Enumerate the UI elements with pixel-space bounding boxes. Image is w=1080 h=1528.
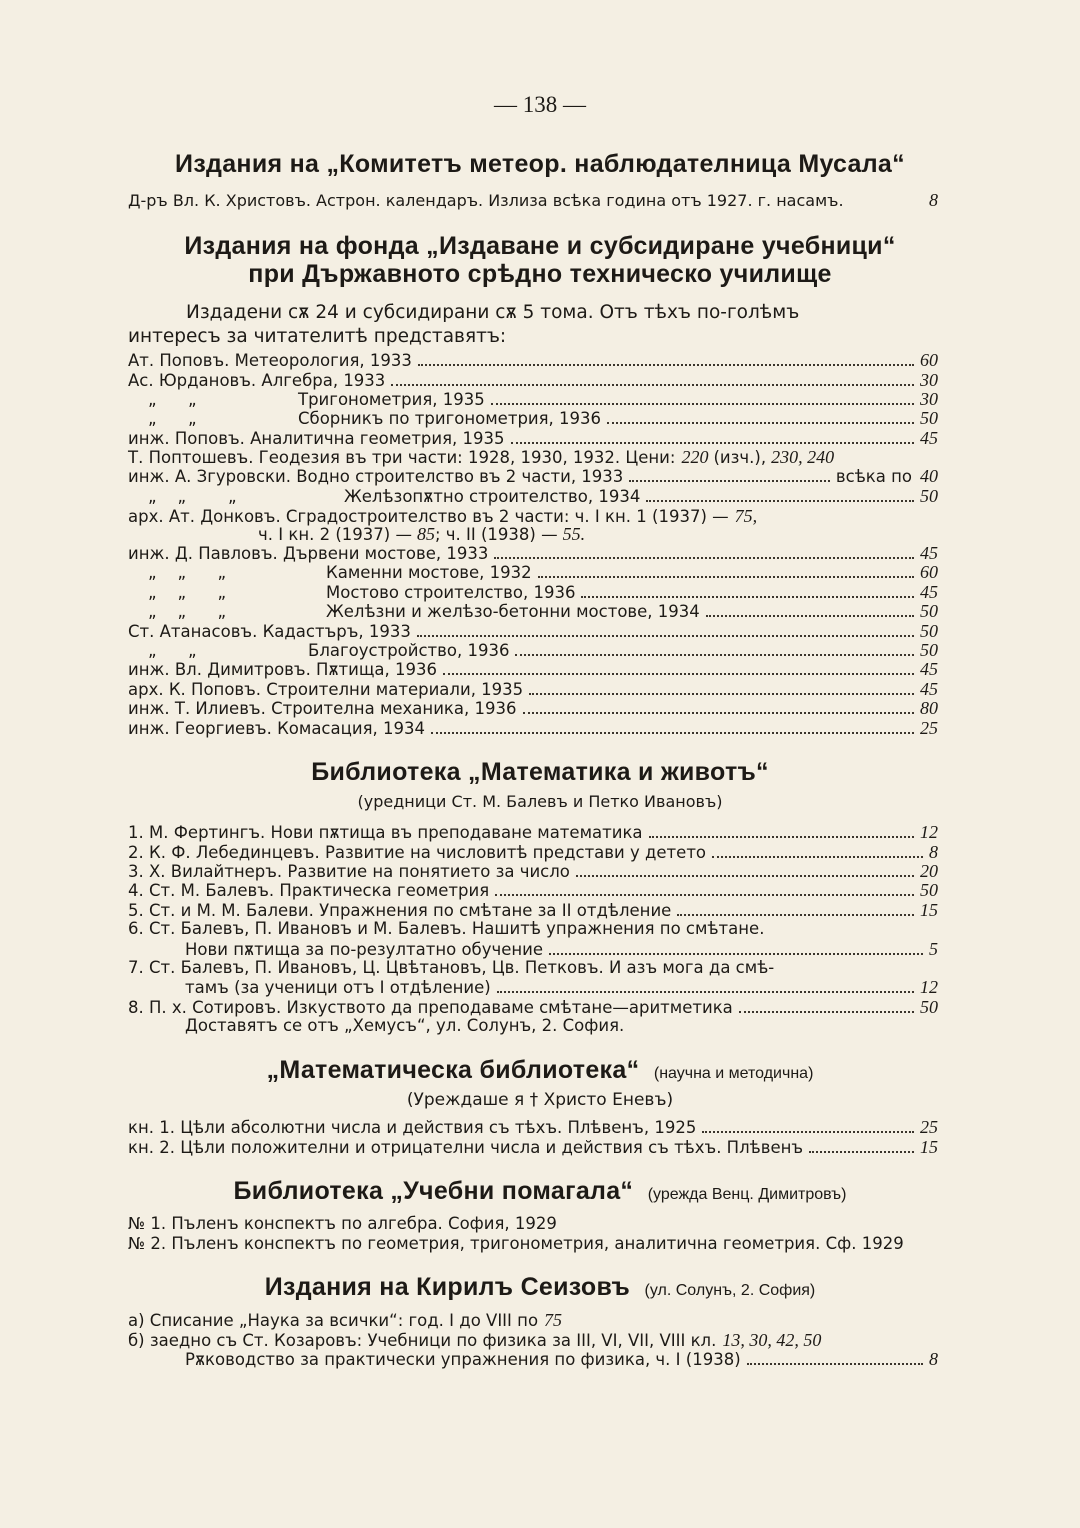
list-item: тамъ (за ученици отъ I отдѣление) 12 bbox=[185, 977, 938, 997]
list-item: инж. Поповъ. Аналитична геометрия, 1935 45 bbox=[128, 428, 938, 448]
list-item: 5. Ст. и М. М. Балеви. Упражнения по смѣтане за II отдѣление 15 bbox=[128, 900, 938, 920]
section-math-library-title: „Математическа библиотека“ (научна и методична) bbox=[266, 1056, 814, 1084]
section-study-aids-title: Библиотека „Учебни помагала“ (урежда Венц. Димитровъ) bbox=[233, 1177, 847, 1205]
list-item: инж. Т. Илиевъ. Строителна механика, 1936 80 bbox=[128, 698, 938, 718]
list-item: 8. П. х. Сотировъ. Изкуството да преподаваме смѣтане—аритметика 50 bbox=[128, 997, 938, 1017]
list-item: инж. Вл. Димитровъ. Пѫтища, 1936 45 bbox=[128, 659, 938, 679]
list-item: Рѫководство за практически упражнения по физика, ч. I (1938) 8 bbox=[185, 1349, 938, 1369]
list-item: „ „ „ Желѣзопѫтно строителство, 1934 50 bbox=[148, 486, 938, 506]
section-math-life-subtitle: (уредници Ст. М. Балевъ и Петко Ивановъ) bbox=[357, 792, 723, 811]
fund-intro: Издадени сѫ 24 и субсидирани сѫ 5 тома. Отъ тѣхъ по-голѣмъ bbox=[186, 302, 800, 323]
list-item: № 2. Пъленъ конспектъ по геометрия, тригонометрия, аналитична геометрия. Сф. 1929 bbox=[128, 1234, 904, 1253]
list-item: „ „ Благоустройство, 1936 50 bbox=[148, 640, 938, 660]
list-item: инж. Д. Павловъ. Дървени мостове, 1933 45 bbox=[128, 543, 938, 563]
list-item: Ат. Поповъ. Метеорология, 1933 60 bbox=[128, 350, 938, 370]
list-item: Т. Поптошевъ. Геодезия въ три части: 1928, 1930, 1932. Цени: 220 (изч.), 230, 240 bbox=[128, 447, 835, 467]
list-item: а) Списание „Наука за всички“: год. I до VIII по 75 bbox=[128, 1310, 563, 1330]
list-item: 2. К. Ф. Лебединцевъ. Развитие на числовитѣ представи у детето 8 bbox=[128, 842, 938, 862]
list-item: 3. Х. Вилайтнеръ. Развитие на понятието за число 20 bbox=[128, 861, 938, 881]
list-item: „ „ Сборникъ по тригонометрия, 1936 50 bbox=[148, 408, 938, 428]
list-item: инж. Георгиевъ. Комасация, 1934 25 bbox=[128, 718, 938, 738]
list-item: „ „ Тригонометрия, 1935 30 bbox=[148, 389, 938, 409]
list-item: арх. К. Поповъ. Строителни материали, 1935 45 bbox=[128, 679, 938, 699]
list-item: арх. Ат. Донковъ. Сградостроителство въ 2 части: ч. I кн. 1 (1937) — 75, bbox=[128, 506, 758, 526]
section-fund-title-2: при Държавното срѣдно техническо училище bbox=[248, 260, 832, 288]
section-seizov-title: Издания на Кирилъ Сеизовъ (ул. Солунъ, 2. София) bbox=[264, 1273, 816, 1301]
list-item: ч. I кн. 2 (1937) — 85 ; ч. II (1938) — 55. bbox=[258, 524, 586, 544]
fund-intro-2: интересъ за читателитѣ представятъ: bbox=[128, 326, 507, 347]
section-math-life-title: Библиотека „Математика и животъ“ bbox=[311, 758, 769, 786]
list-item: „ „ „ Желѣзни и желѣзо-бетонни мостове, 1934 50 bbox=[148, 601, 938, 621]
list-item: инж. А. Згуровски. Водно строителство въ 2 части, 1933 всѣка по 40 bbox=[128, 466, 938, 486]
list-item: „ „ „ Мостово строителство, 1936 45 bbox=[148, 582, 938, 602]
list-item: Нови пѫтища за по-резултатно обучение 5 bbox=[185, 939, 938, 959]
list-item: Ст. Атанасовъ. Кадастъръ, 1933 50 bbox=[128, 621, 938, 641]
section-fund-title: Издания на фонда „Издаване и субсидиране учебници“ bbox=[184, 232, 896, 260]
list-item: Доставятъ се отъ „Хемусъ“, ул. Солунъ, 2. София. bbox=[185, 1016, 625, 1035]
musala-entry: Д-ръ Вл. К. Христовъ. Астрон. календаръ. Излиза всѣка година отъ 1927. г. насамъ. 8 bbox=[128, 190, 938, 210]
list-item: б) заедно съ Ст. Козаровъ: Учебници по физика за III, VI, VII, VIII кл. 13, 30, 42, 50 bbox=[128, 1330, 822, 1350]
list-item: 7. Ст. Балевъ, П. Ивановъ, Ц. Цвѣтановъ, Цв. Петковъ. И азъ мога да смѣ- bbox=[128, 958, 775, 977]
list-item: 6. Ст. Балевъ, П. Ивановъ и М. Балевъ. Нашитѣ упражнения по смѣтане. bbox=[128, 919, 765, 938]
list-item: № 1. Пъленъ конспектъ по алгебра. София, 1929 bbox=[128, 1214, 557, 1233]
section-math-library-subtitle: (Уреждаше я † Христо Еневъ) bbox=[406, 1090, 674, 1110]
list-item: кн. 2. Цѣли положителни и отрицателни числа и действия съ тѣхъ. Плѣвенъ 15 bbox=[128, 1137, 938, 1157]
section-musala-title: Издания на „Комитетъ метеор. наблюдателница Мусала“ bbox=[175, 150, 905, 178]
list-item: 1. М. Фертингъ. Нови пѫтища въ преподаване математика 12 bbox=[128, 822, 938, 842]
page-number: — 138 — bbox=[494, 92, 586, 117]
list-item: „ „ „ Каменни мостове, 1932 60 bbox=[148, 562, 938, 582]
list-item: кн. 1. Цѣли абсолютни числа и действия съ тѣхъ. Плѣвенъ, 1925 25 bbox=[128, 1117, 938, 1137]
list-item: 4. Ст. М. Балевъ. Практическа геометрия 50 bbox=[128, 880, 938, 900]
list-item: Ас. Юрдановъ. Алгебра, 1933 30 bbox=[128, 370, 938, 390]
